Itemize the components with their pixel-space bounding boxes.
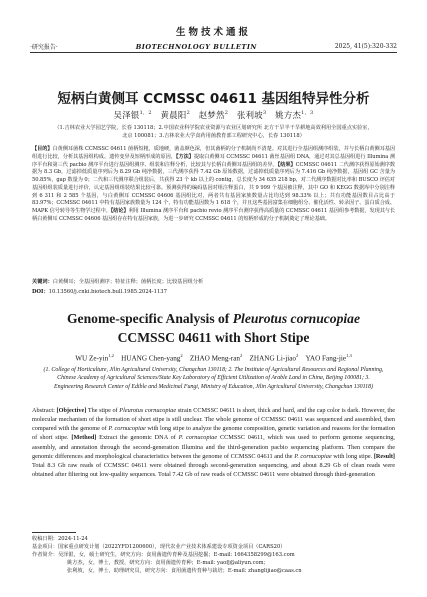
doi-link[interactable]: 10.13560/j.cnki.biotech.bull.1985.2024-1137 — [48, 289, 167, 295]
abstract-section-text: 利用 Illumina 测序平台和 pacbio revio 测序平台测序获得高质量的 CCMSSC 04611 基因组参考数据，发现其与长柄白黄侧耳 CCMSSC 04606 基因组存在特有基因家族，为进一步研究 CCMSSC 04611 的短柄形成的分子机制奠定了理论基础。 — [32, 208, 395, 222]
abstract-section-text: 白黄侧耳菌株 CCMSSC 04611 菌柄短粗，质地硬，菌盖颜色深，但其菌柄的分子机制尚不清楚。对其进行全基因组测序组装，并与长柄白黄侧耳基因组进行比较，分析其基因组构成、遗传变异及短柄形成的原因， — [32, 146, 395, 160]
journal-name-en: BIOTECHNOLOGY BULLETIN — [135, 42, 257, 51]
author-bio-value: 吴泽银，女，硕士研究生，研究方向：食用菌遗传育种及基因挖掘；E-mail: 1664358299@163.com — [57, 551, 295, 558]
species-name: P. cornucopiae — [294, 452, 332, 460]
abstract-section-label: [Result] — [373, 452, 396, 460]
doi-label: DOI： — [32, 289, 49, 295]
affiliation-line: （1.吉林农业大学园艺学院，长春 130118；2.中国农业科学院农业资源与农业区划研究所 北方干旱半干旱耕地高效利用全国重点实验室， — [54, 125, 373, 131]
author-affil-marker: 3 — [262, 110, 267, 117]
author-affil-marker: 2 — [180, 353, 183, 358]
author-affil-marker: 2 — [240, 353, 243, 358]
received-label: 收稿日期： — [32, 536, 58, 542]
abstract-section-label: 【结论】 — [110, 208, 129, 214]
species-name: Pleurotus cornucopiae — [119, 407, 177, 414]
abstract-section-label: 【结果】 — [277, 161, 296, 168]
title-en-post: CCMSSC 04611 with Short Stipe — [117, 330, 310, 345]
title-en-pre: Genome-specific Analysis of — [66, 311, 233, 326]
author-name: 黄晨阳 — [160, 110, 187, 120]
author-name: HUANG Chen-yang — [121, 354, 181, 363]
abstract-lead: Abstract: — [32, 407, 57, 414]
author-affil-marker: 2 — [296, 353, 299, 358]
abstract-section-label: [Method] — [71, 434, 97, 442]
keywords-label: 关键词： — [32, 279, 53, 285]
abstract-section-text: strain CCMSSC 04611 is short, thick and hard, and the cap color is dark. However, the molecular mechanism of the formation of short stipe is still unclear. The whole genome of CCMSSC 04611 was sequenced and assembled, then compared with the genome of — [32, 407, 395, 433]
header-divider — [30, 52, 397, 53]
journal-name-cn: 生物技术通报 — [175, 27, 251, 38]
title-en-species: Pleurotus cornucopiae — [232, 311, 361, 326]
author-affil-marker: 1,3 — [346, 353, 352, 358]
author-affil-marker: 2 — [224, 110, 229, 117]
doi — [32, 289, 395, 297]
abstract-section-label: [Objective] — [56, 407, 87, 414]
received-value: 2024-11-24 — [57, 536, 88, 542]
abstract-cn — [32, 146, 395, 224]
author-name: ZHANG Li-jiao — [249, 354, 296, 363]
corresponding-author: 姚方杰，女，博士，教授，研究方向：食用菌遗传育种；E-mail: yaofj@aliyun.com； — [67, 559, 269, 566]
abstract-section-text: CCMSSC 04611 二代测序获得原始测序数据为 8.3 Gb，过滤掉低质量序列后为 8.29 Gb 纯净数据，三代测序获得 7.42 Gb 原始数据，过滤掉低质量序列后为 7.416 Gb 纯净数据，基因组 GC 含量为 50.85%，gap 数量为 0；二代和三代测序联合组装后，共获得 23 个 kb 以上的 contig，总长度为 34 635 218 bp，对二代测序数据对比率和 BUSCO 评估对基因组组装质量进行评价，认定基因组组装结果比较可靠。预测获得的编码基因对组注释蛋白，共 9 999 个基因被注释，其中 GO 和 KEGG 数据库中分别注释到 6 311 和 2 585 个基因，与白黄侧耳 CCMSSC 04606 基因组比对，两者共有基因家族数量占比均达到 98.33% 以上；共有功能基因数目占比高于 83.97%；CCMSSC 04611 中特有基因家族数量为 124 个，特有功能基因数为 1 618 个，并且这些基因富集在细胞组分、催化活性、转录因子、蛋白质合成、MAPK 信号转导等生物学过程中。 — [32, 161, 395, 214]
article-title-cn: 短柄白黄侧耳 CCMSSC 04611 基因组特异性分析 — [57, 91, 370, 107]
received-date — [32, 536, 395, 544]
author-list-cn — [0, 109, 427, 121]
affiliation-line: 北京 100081；3.吉林农业大学食药用菌教育部工程研究中心，长春 130118） — [122, 133, 305, 139]
author-name: ZHAO Meng-ran — [189, 354, 240, 363]
section-label: ·研究报告· — [30, 44, 58, 51]
author-name: 赵梦然 — [198, 110, 225, 120]
abstract-section-text: with long stipe to analyze the genome composition, genetic variation and reasons for the formation of short stipe. — [32, 425, 395, 442]
abstract-section-text: Extract the genomic DNA of — [96, 434, 179, 442]
keywords-cn — [32, 279, 395, 287]
abstract-section-text: The stipe of — [86, 407, 120, 414]
author-affil-marker: 1，3 — [301, 110, 314, 117]
author-affil-marker: 2 — [186, 110, 191, 117]
article-title-en — [40, 309, 387, 347]
abstract-section-text: Total 8.3 Gb raw reads of CCMSSC 04611 were obtained through second-generation sequencing, and about 8.29 Gb of clean reads were obtained after filtering out low-quality sequences. Total 7.42 Gb of raw reads of CCMSSC 04611 were obtained through third-generation — [32, 461, 395, 479]
author-affil-marker: 1,2 — [108, 353, 114, 358]
affiliations-en: (1. College of Horticulture, Jilin Agricultural University, Changchun 130118; 2. The Institute of Agricultural Resources and Regional Planning, Chinese Academy of Agricultural Sciences/State Key Laboratory of Efficient Utilization of Arable Land in China, Beijing 100081; 3. Engineering Research Center of Edible and Medicinal Fungi, Ministry of Education, Jilin Agricultural University, Changchun 130118) — [43, 367, 384, 390]
species-name: P. cornucopiae — [108, 425, 146, 433]
abstract-section-label: 【目的】 — [32, 146, 53, 152]
abstract-section-text: CCMSSC 04611, which was used to perform genome sequencing, assembly, and annotation through the second-generation Illumina and the third-generation pacbio sequencing platform. Then compare the genomic differences and morphological characteristics between the genome of CCMSSC 04611 and the — [32, 434, 395, 460]
author-bio — [32, 552, 395, 560]
footnote-divider — [32, 532, 76, 533]
article-footnotes — [32, 536, 395, 576]
funding — [32, 544, 395, 552]
abstract-en — [32, 406, 395, 479]
author-name: YAO Fang-jie — [305, 354, 347, 363]
author-name: 张利坡 — [236, 110, 263, 120]
journal-header-row — [30, 42, 397, 51]
author-list-en — [0, 353, 427, 362]
abstract-section-label: 【方法】 — [175, 153, 194, 160]
species-name: P. cornucopiae — [178, 434, 218, 442]
author-name: 吴泽银 — [113, 110, 140, 120]
abstract-section-text: 提取白黄侧耳 CCMSSC 04611 菌丝基因组 DNA，通过对其总基因组进行 Illumina 测序平台和第三代 pacbio 测序平台进行基因组测序、组装和注释分析，比较其与长柄白黄侧耳基因组的差异。 — [32, 153, 395, 168]
author-bio-label: 作者简介： — [32, 551, 58, 558]
funding-value: 国家重点研发计划（2022YFD1200600），现代农业产业技术体系建设专项资金项目（CARS20） — [57, 543, 286, 550]
funding-label: 基金项目： — [32, 543, 58, 550]
author-affil-marker: 1，2 — [139, 110, 152, 117]
abstract-section-text: with long stipe. — [331, 452, 374, 460]
author-name: WU Ze-yin — [75, 354, 109, 363]
affiliations-cn — [40, 124, 387, 140]
corresponding-author: 张利坡，女，博士，助理研究员，研究方向：食用菌遗传育种与栽培；E-mail: zhanglijiao@caas.cn — [67, 567, 302, 574]
keywords-text: 白黄侧耳；全基因组测序；特征注释；菌柄长度；比较基因组分析 — [52, 279, 204, 285]
issue-info: 2025, 41(5):320-332 — [334, 43, 397, 50]
author-name: 姚方杰 — [275, 110, 302, 120]
